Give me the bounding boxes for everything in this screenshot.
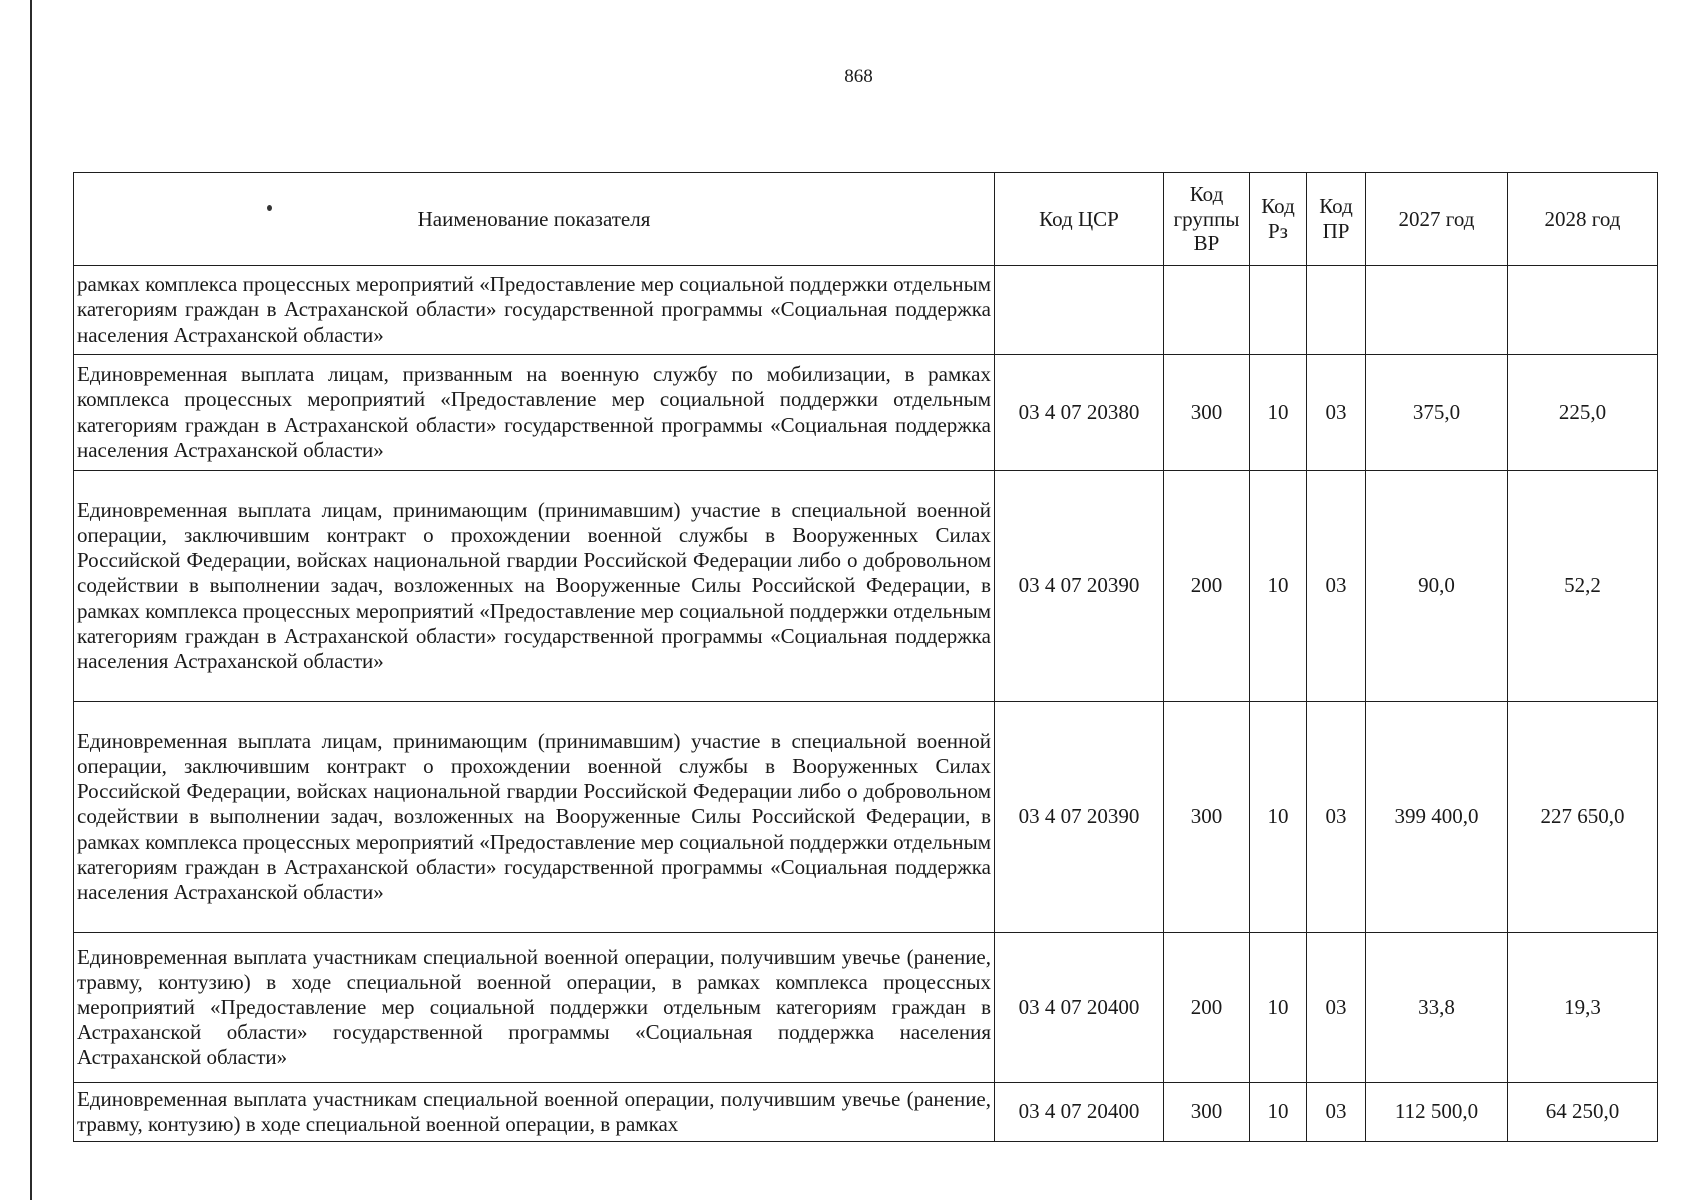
header-year-2028: 2028 год: [1508, 173, 1658, 266]
row-2027-cell: 399 400,0: [1366, 702, 1508, 933]
table-row: [74, 355, 1658, 471]
table-row: [74, 266, 1658, 355]
row-name-cell: Единовременная выплата участникам специальной военной операции, получившим увечье (ранение, травму, контузию) в ходе специальной военной операции, в рамках комплекса процессных мероприятий «Предоставление мер социальной поддержки отдельным категориям граждан в Астраханской области» государственной программы «Социальная поддержка населения Астраханской области»: [74, 933, 995, 1083]
row-2028-cell: 52,2: [1508, 471, 1658, 702]
row-2028-cell: [1508, 266, 1658, 355]
row-vr-cell: 200: [1164, 471, 1250, 702]
header-name: Наименование показателя: [74, 173, 995, 266]
row-name-cell: Единовременная выплата лицам, призванным на военную службу по мобилизации, в рамках комплекса процессных мероприятий «Предоставление мер социальной поддержки отдельным категориям граждан в Астраханской области» государственной программы «Социальная поддержка населения Астраханской области»: [74, 355, 995, 471]
row-2028-cell: 227 650,0: [1508, 702, 1658, 933]
row-2028-cell: 19,3: [1508, 933, 1658, 1083]
row-pr-cell: [1307, 266, 1366, 355]
row-pr-cell: 03: [1307, 471, 1366, 702]
row-rz-cell: 10: [1250, 1083, 1307, 1142]
page-number: 868: [844, 66, 873, 87]
page-binding-line: [30, 0, 32, 1200]
row-pr-cell: 03: [1307, 702, 1366, 933]
row-2027-cell: 112 500,0: [1366, 1083, 1508, 1142]
table-header-row: [74, 173, 1658, 266]
table-row: [74, 933, 1658, 1083]
row-name-cell: рамках комплекса процессных мероприятий «Предоставление мер социальной поддержки отдельным категориям граждан в Астраханской области» государственной программы «Социальная поддержка населения Астраханской области»: [74, 266, 995, 355]
row-rz-cell: [1250, 266, 1307, 355]
row-name-cell: Единовременная выплата лицам, принимающим (принимавшим) участие в специальной военной операции, заключившим контракт о прохождении военной службы в Вооруженных Силах Российской Федерации, войсках национальной гвардии Российской Федерации либо о добровольном содействии в выполнении задач, возложенных на Вооруженные Силы Российской Федерации, в рамках комплекса процессных мероприятий «Предоставление мер социальной поддержки отдельным категориям граждан в Астраханской области» государственной программы «Социальная поддержка населения Астраханской области»: [74, 471, 995, 702]
row-csr-cell: 03 4 07 20400: [995, 933, 1164, 1083]
row-pr-cell: 03: [1307, 355, 1366, 471]
row-vr-cell: 300: [1164, 702, 1250, 933]
header-csr-code: Код ЦСР: [995, 173, 1164, 266]
table-row: [74, 471, 1658, 702]
row-2027-cell: 90,0: [1366, 471, 1508, 702]
table-row: [74, 702, 1658, 933]
row-csr-cell: 03 4 07 20380: [995, 355, 1164, 471]
row-rz-cell: 10: [1250, 355, 1307, 471]
row-csr-cell: 03 4 07 20390: [995, 471, 1164, 702]
row-vr-cell: 300: [1164, 1083, 1250, 1142]
row-2028-cell: 64 250,0: [1508, 1083, 1658, 1142]
row-2027-cell: 33,8: [1366, 933, 1508, 1083]
row-pr-cell: 03: [1307, 1083, 1366, 1142]
row-csr-cell: 03 4 07 20400: [995, 1083, 1164, 1142]
row-name-cell: Единовременная выплата участникам специальной военной операции, получившим увечье (ранение, травму, контузию) в ходе специальной военной операции, в рамках: [74, 1083, 995, 1142]
row-csr-cell: [995, 266, 1164, 355]
row-2028-cell: 225,0: [1508, 355, 1658, 471]
header-rz-code: Код Рз: [1250, 173, 1307, 266]
row-rz-cell: 10: [1250, 933, 1307, 1083]
row-2027-cell: 375,0: [1366, 355, 1508, 471]
row-csr-cell: 03 4 07 20390: [995, 702, 1164, 933]
header-pr-code: Код ПР: [1307, 173, 1366, 266]
row-vr-cell: [1164, 266, 1250, 355]
row-2027-cell: [1366, 266, 1508, 355]
row-vr-cell: 200: [1164, 933, 1250, 1083]
budget-table: [73, 172, 1658, 1142]
row-vr-cell: 300: [1164, 355, 1250, 471]
row-rz-cell: 10: [1250, 471, 1307, 702]
table-row: [74, 1083, 1658, 1142]
row-pr-cell: 03: [1307, 933, 1366, 1083]
row-rz-cell: 10: [1250, 702, 1307, 933]
row-name-cell: Единовременная выплата лицам, принимающим (принимавшим) участие в специальной военной операции, заключившим контракт о прохождении военной службы в Вооруженных Силах Российской Федерации, войсках национальной гвардии Российской Федерации либо о добровольном содействии в выполнении задач, возложенных на Вооруженные Силы Российской Федерации, в рамках комплекса процессных мероприятий «Предоставление мер социальной поддержки отдельным категориям граждан в Астраханской области» государственной программы «Социальная поддержка населения Астраханской области»: [74, 702, 995, 933]
header-vr-group-code: Код группы ВР: [1164, 173, 1250, 266]
header-year-2027: 2027 год: [1366, 173, 1508, 266]
